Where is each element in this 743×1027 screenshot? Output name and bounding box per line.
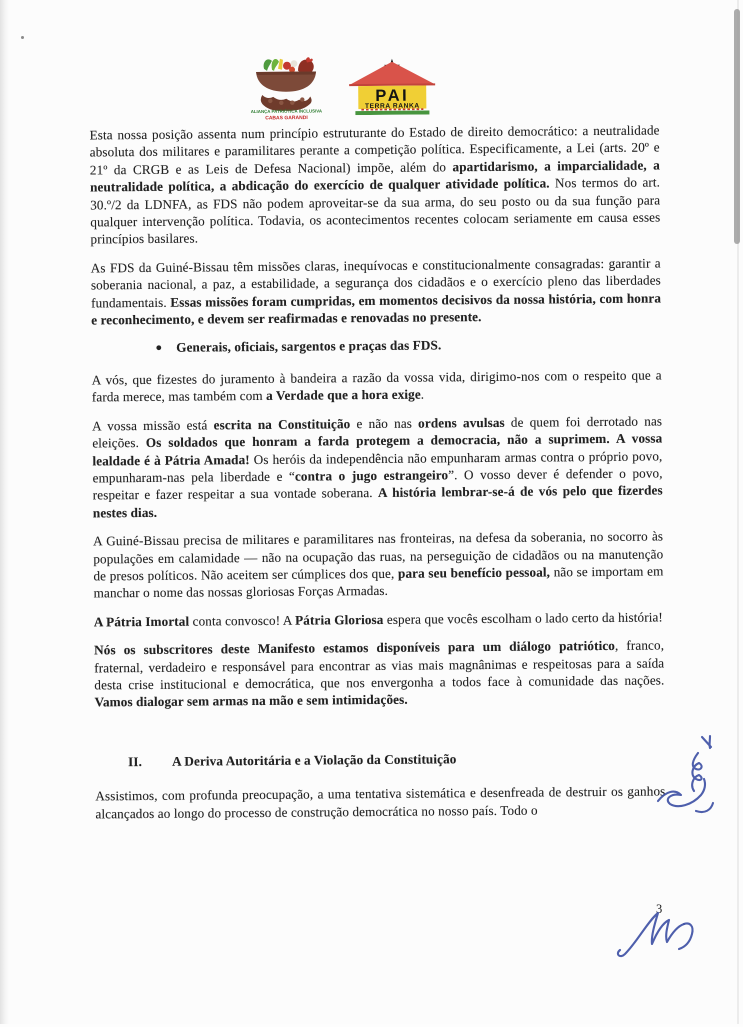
- pai-logo-title: PAI: [374, 86, 409, 105]
- bullet-item: [155, 335, 661, 358]
- paragraph: As FDS da Guiné-Bissau têm missões claras, inequívocas e constitucionalmente consagradas: garantir a soberania nacional, a paz, a estabilidade, a segurança dos cidadãos e o exercício pleno das liberdades fundamentais. Essas missões foram cumpridas, em momentos decisivos da nossa história, com honra e reconhecimento, e devem ser reafirmadas e renovadas no presente.: [90, 255, 662, 328]
- pai-terra-ranka-logo: [345, 57, 437, 115]
- bullet-icon: ●: [155, 342, 163, 355]
- paragraph: Esta nossa posição assenta num princípio estruturante do Estado de direito democrático: a neutralidade absoluta dos militares e paramilitares perante a competição política. Especificamente, a Lei (arts. 20º e 21º da CRGB e as Leis de Defesa Nacional) impõe, além do apartidarismo, a imparcialidade, a neutralidade política, a abdicação do exercício de qualquer atividade política. Nos termos do art. 30.º/2 da LDNFA, as FDS não podem aproveitar-se da sua arma, do seu posto ou da sua função para qualquer intervenção política. Todavia, os acontecimentos recentes colocam seriamente em causa esses princípios basilares.: [89, 122, 661, 247]
- header-logos: [0, 0, 714, 123]
- paragraph: A vossa missão está escrita na Constituição e não nas ordens avulsas de quem foi derrotado nas eleições. Os soldados que honram a farda protegem a democracia, não a suprimem. A vossa lealdade é à Pátria Amada! Os heróis da independência não empunharam armas contra o próprio povo, empunharam-nas pela liberdade e “contra o jugo estrangeiro”. O vosso dever é defender o povo, respeitar e fazer respeitar a sua vontade soberana. A história lembrar-se-á de vós pelo que fizerdes nestes dias.: [92, 413, 663, 521]
- paragraph: A vós, que fizestes do juramento à bandeira a razão da vossa vida, dirigimo-nos com o respeito que a farda merece, mas também com a Verdade que a hora exige.: [91, 367, 662, 405]
- scrollbar-thumb[interactable]: [734, 9, 740, 244]
- alianca-patriotica-inclusiva-logo: [247, 54, 324, 121]
- paragraph: Assistimos, com profunda preocupação, a uma tentativa sistemática e desenfreada de destruir os ganhos alcançados ao longo do processo de construção democrática no nosso país. Todo o: [95, 783, 666, 822]
- left-logo-caption-2: CABAS GARANDI: [264, 115, 308, 122]
- handwritten-initials: [613, 900, 705, 958]
- paragraph: A Guiné-Bissau precisa de militares e paramilitares nas fronteiras, na defesa da soberania, no socorro às populações em calamidade — não na ocupação das ruas, na perseguição de cidadãos ou na manutenção de presos políticos. Não aceitem ser cúmplices dos que, para seu benefício pessoal, não se importam em manchar o nome das nossas gloriosas Forças Armadas.: [93, 528, 664, 601]
- bullet-text: Generais, oficiais, sargentos e praças das FDS.: [176, 337, 442, 356]
- paragraph: A Pátria Imortal conta convosco! A Pátria Gloriosa espera que vocês escolham o lado certo da história!: [93, 609, 663, 630]
- section-title: A Deriva Autoritária e a Violação da Constituição: [171, 751, 457, 769]
- paragraph: Nós os subscritores deste Manifesto estamos disponíveis para um diálogo patriótico, franco, fraternal, verdadeiro e responsável para encontrar as vias mais magnânimas e respeitosas para a saída desta crise institucional e democrática, que nos envergonha a todos face à comunidade das nações. Vamos dialogar sem armas na mão e sem intimidações.: [94, 637, 665, 710]
- handwritten-signature: [652, 731, 718, 821]
- left-logo-caption-1: ALIANÇA PATRIÓTICA INCLUSIVA: [250, 108, 322, 115]
- pai-logo-subtitle: TERRA RANKA: [364, 102, 420, 111]
- section-number: II.: [127, 753, 143, 769]
- manifesto-text: [90, 121, 666, 822]
- section-heading: [128, 748, 665, 770]
- page-number: 3: [656, 902, 663, 916]
